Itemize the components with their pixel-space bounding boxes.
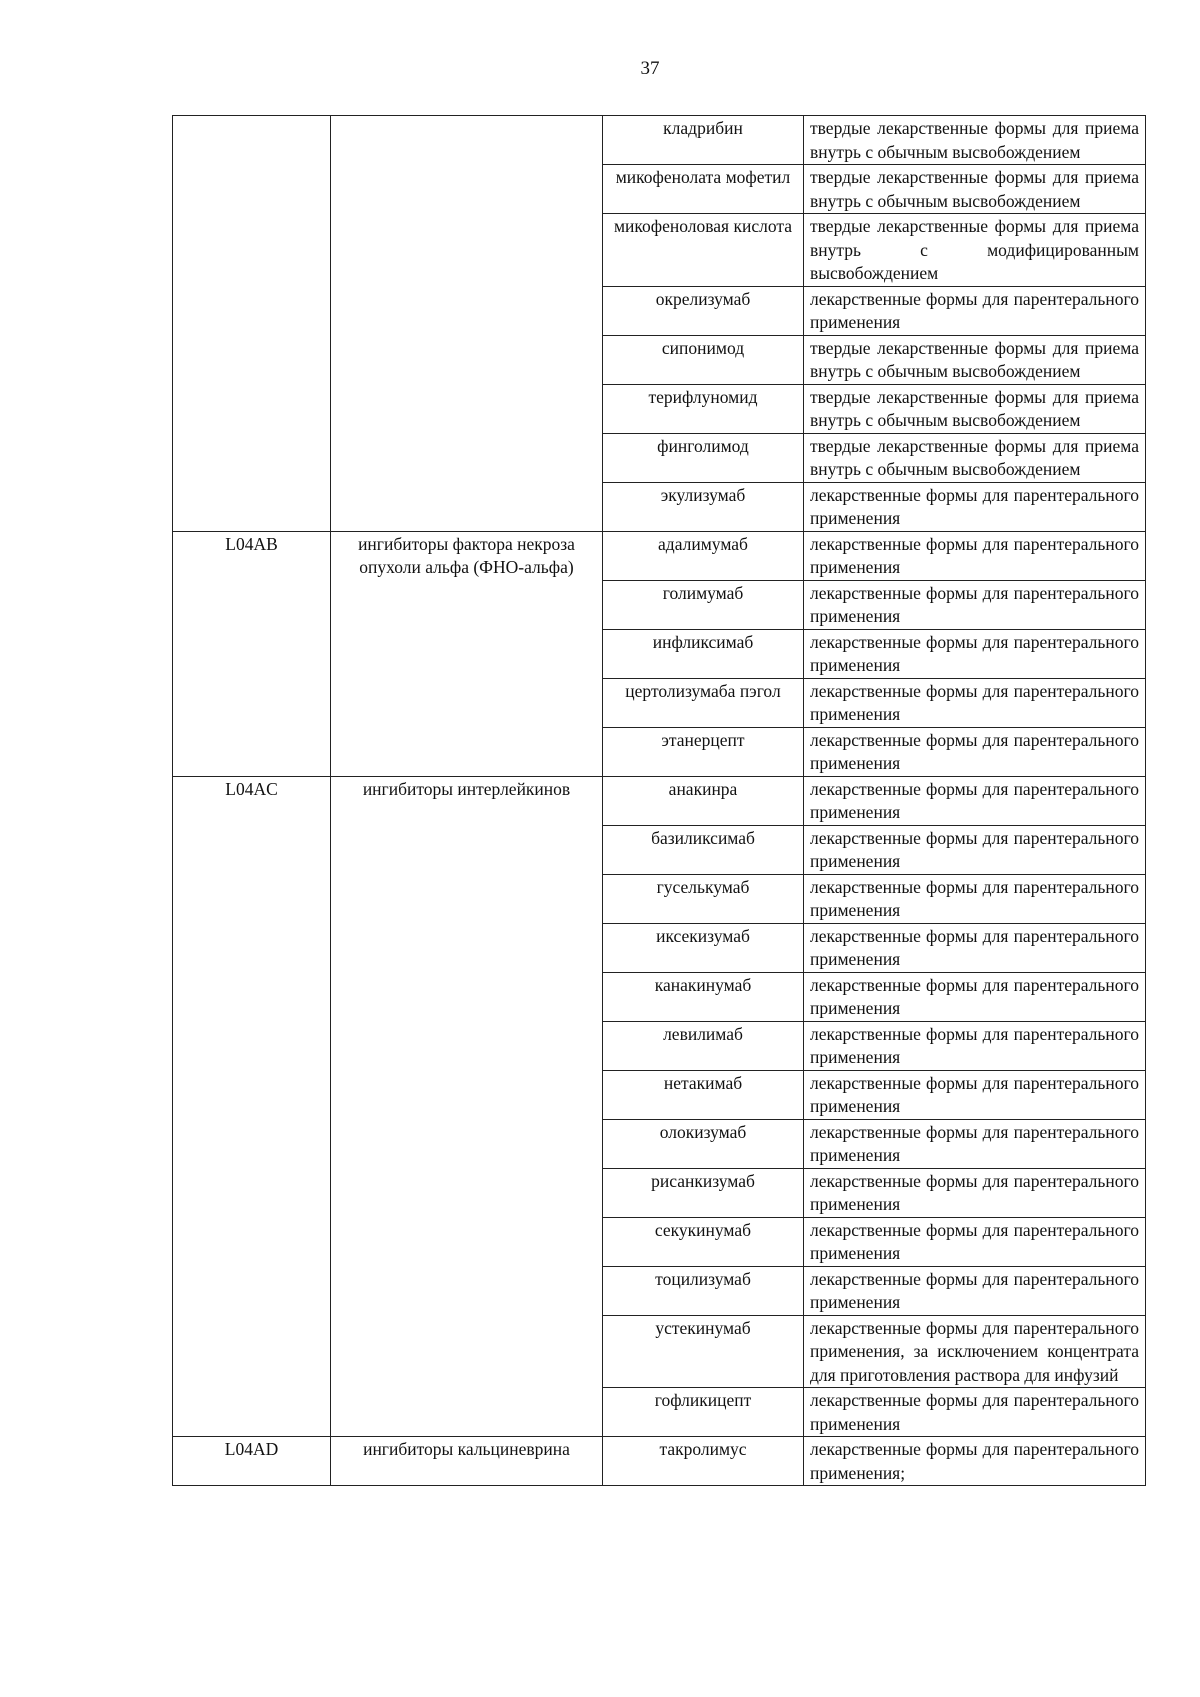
drug-name-cell: микофеноловая кислота xyxy=(603,214,804,287)
table-row xyxy=(173,531,1146,580)
pharmacological-group-cell xyxy=(331,116,603,532)
dosage-form-cell: лекарственные формы для парентерального применения xyxy=(804,1388,1146,1437)
drug-name-cell: кладрибин xyxy=(603,116,804,165)
drug-name-cell: устекинумаб xyxy=(603,1315,804,1388)
drug-name-cell: иксекизумаб xyxy=(603,923,804,972)
drug-name-cell: этанерцепт xyxy=(603,727,804,776)
dosage-form-cell: лекарственные формы для парентерального применения xyxy=(804,1217,1146,1266)
drug-name-cell: тоцилизумаб xyxy=(603,1266,804,1315)
table-row xyxy=(173,116,1146,165)
dosage-form-cell: лекарственные формы для парентерального применения, за исключением концентрата для приготовления раствора для инфузий xyxy=(804,1315,1146,1388)
drug-name-cell: адалимумаб xyxy=(603,531,804,580)
dosage-form-cell: лекарственные формы для парентерального применения xyxy=(804,482,1146,531)
dosage-form-cell: лекарственные формы для парентерального применения xyxy=(804,286,1146,335)
drug-name-cell: цертолизумаба пэгол xyxy=(603,678,804,727)
atc-code-cell xyxy=(173,116,331,532)
drug-name-cell: финголимод xyxy=(603,433,804,482)
drug-name-cell: такролимус xyxy=(603,1437,804,1486)
dosage-form-cell: лекарственные формы для парентерального применения xyxy=(804,1168,1146,1217)
dosage-form-cell: твердые лекарственные формы для приема внутрь с обычным высвобождением xyxy=(804,335,1146,384)
dosage-form-cell: лекарственные формы для парентерального применения xyxy=(804,874,1146,923)
dosage-form-cell: лекарственные формы для парентерального применения xyxy=(804,629,1146,678)
drug-name-cell: канакинумаб xyxy=(603,972,804,1021)
dosage-form-cell: лекарственные формы для парентерального применения xyxy=(804,1021,1146,1070)
drug-name-cell: рисанкизумаб xyxy=(603,1168,804,1217)
drug-name-cell: анакинра xyxy=(603,776,804,825)
dosage-form-cell: твердые лекарственные формы для приема внутрь с обычным высвобождением xyxy=(804,165,1146,214)
dosage-form-cell: лекарственные формы для парентерального применения xyxy=(804,1266,1146,1315)
atc-code-cell: L04AD xyxy=(173,1437,331,1486)
dosage-form-cell: лекарственные формы для парентерального применения xyxy=(804,727,1146,776)
drug-name-cell: левилимаб xyxy=(603,1021,804,1070)
drug-name-cell: секукинумаб xyxy=(603,1217,804,1266)
dosage-form-cell: твердые лекарственные формы для приема внутрь с модифицированным высвобождением xyxy=(804,214,1146,287)
dosage-form-cell: лекарственные формы для парентерального применения xyxy=(804,531,1146,580)
drug-name-cell: инфликсимаб xyxy=(603,629,804,678)
table-row xyxy=(173,1437,1146,1486)
dosage-form-cell: лекарственные формы для парентерального применения xyxy=(804,923,1146,972)
drug-name-cell: олокизумаб xyxy=(603,1119,804,1168)
medication-table xyxy=(172,115,1146,1486)
pharmacological-group-cell: ингибиторы интерлейкинов xyxy=(331,776,603,1437)
dosage-form-cell: лекарственные формы для парентерального применения xyxy=(804,1070,1146,1119)
dosage-form-cell: лекарственные формы для парентерального применения xyxy=(804,776,1146,825)
drug-name-cell: нетакимаб xyxy=(603,1070,804,1119)
dosage-form-cell: лекарственные формы для парентерального применения xyxy=(804,825,1146,874)
drug-name-cell: экулизумаб xyxy=(603,482,804,531)
dosage-form-cell: лекарственные формы для парентерального применения xyxy=(804,678,1146,727)
pharmacological-group-cell: ингибиторы кальциневрина xyxy=(331,1437,603,1486)
drug-name-cell: терифлуномид xyxy=(603,384,804,433)
medication-table-body xyxy=(173,116,1146,1486)
page-number: 37 xyxy=(640,58,660,79)
atc-code-cell: L04AC xyxy=(173,776,331,1437)
drug-name-cell: микофенолата мофетил xyxy=(603,165,804,214)
table-row xyxy=(173,776,1146,825)
pharmacological-group-cell: ингибиторы фактора некроза опухоли альфа (ФНО-альфа) xyxy=(331,531,603,776)
drug-name-cell: сипонимод xyxy=(603,335,804,384)
drug-name-cell: голимумаб xyxy=(603,580,804,629)
dosage-form-cell: лекарственные формы для парентерального применения xyxy=(804,972,1146,1021)
dosage-form-cell: лекарственные формы для парентерального применения xyxy=(804,1119,1146,1168)
atc-code-cell: L04AB xyxy=(173,531,331,776)
dosage-form-cell: лекарственные формы для парентерального применения xyxy=(804,580,1146,629)
drug-name-cell: базиликсимаб xyxy=(603,825,804,874)
dosage-form-cell: твердые лекарственные формы для приема внутрь с обычным высвобождением xyxy=(804,116,1146,165)
drug-name-cell: гофликицепт xyxy=(603,1388,804,1437)
drug-name-cell: гуселькумаб xyxy=(603,874,804,923)
dosage-form-cell: твердые лекарственные формы для приема внутрь с обычным высвобождением xyxy=(804,384,1146,433)
dosage-form-cell: лекарственные формы для парентерального применения; xyxy=(804,1437,1146,1486)
dosage-form-cell: твердые лекарственные формы для приема внутрь с обычным высвобождением xyxy=(804,433,1146,482)
drug-name-cell: окрелизумаб xyxy=(603,286,804,335)
